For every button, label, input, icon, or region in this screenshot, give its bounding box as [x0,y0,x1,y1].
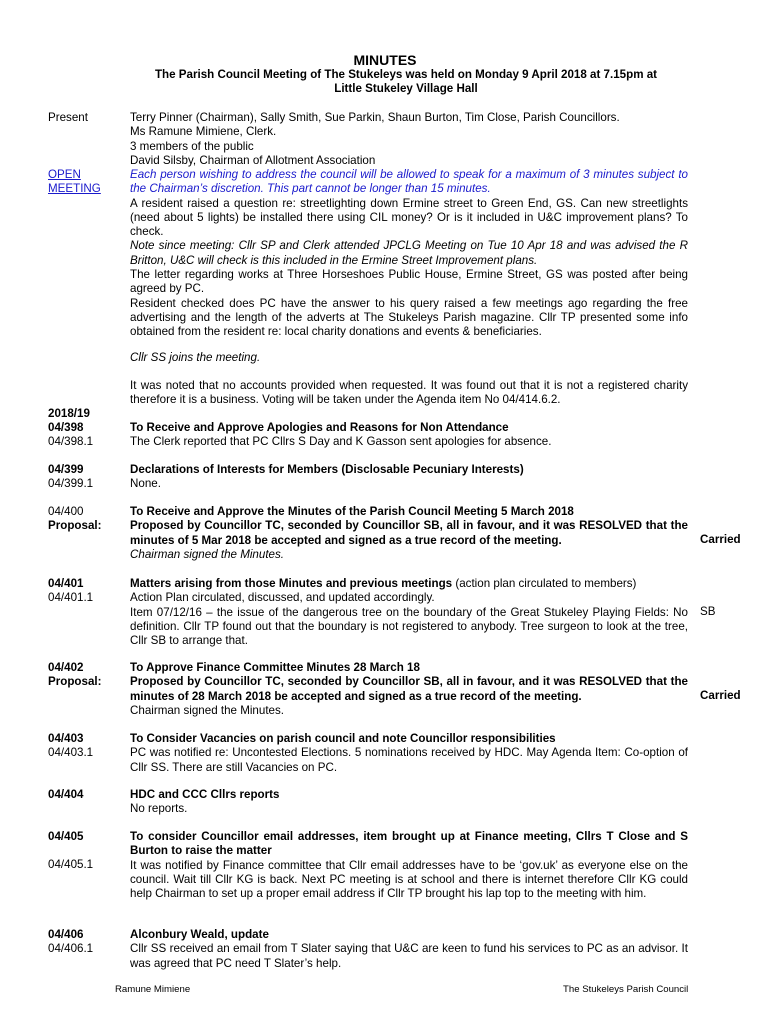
item-heading: To Approve Finance Committee Minutes 28 March 18 [130,661,420,674]
item-heading: To Receive and Approve the Minutes of the Parish Council Meeting 5 March 2018 [130,505,574,518]
item-subnumber: 04/406.1 [48,942,94,955]
item-text: Item 07/12/16 – the issue of the dangerous tree on the boundary of the Great Stukeley Playing Fields: No definition. Cllr TP found out that the boundary is not registered to anybody. Tree surgeon to look at the tree, Cllr SB to arrange that. [130,605,688,648]
proposal-text: Proposed by Councillor TC, seconded by Councillor SB, all in favour, and it was RESOLVED that the minutes of 28 March 2018 be accepted and signed as a true record of the meeting. [130,675,688,703]
item-subnumber: 04/403.1 [48,746,94,759]
item-text: The Clerk reported that PC Cllrs S Day and K Gasson sent apologies for absence. [130,435,552,448]
present-list [130,111,688,168]
item-number: 04/404 [48,788,84,801]
present-line: Ms Ramune Mimiene, Clerk. [130,125,277,139]
status-carried: Carried [700,533,741,546]
open-meeting-section [130,168,688,340]
item-subnumber: 04/399.1 [48,477,94,490]
item-block [130,830,688,901]
item-number: 04/403 [48,732,84,745]
present-line: David Silsby, Chairman of Allotment Association [130,153,376,167]
item-heading: To consider Councillor email addresses, item brought up at Finance meeting, Cllrs T Close and S Burton to raise the matter [130,830,688,858]
item-block [130,661,688,718]
item-block [130,788,688,817]
item-text: Action Plan circulated, discussed, and updated accordingly. [130,591,435,605]
present-line: 3 members of the public [130,139,254,153]
item-block [130,732,688,775]
item-block [130,577,688,648]
item-block [130,928,688,971]
item-number: 04/399 [48,463,84,476]
item-text: No reports. [130,802,188,816]
proposal-label: Proposal: [48,519,102,532]
item-note: Chairman signed the Minutes. [130,547,285,561]
document-title: MINUTES [353,52,417,68]
item-heading-line [130,577,688,591]
item-number: 04/401 [48,577,84,590]
item-number: 04/400 [48,505,84,518]
item-text: It was notified by Finance committee that Cllr email addresses have to be ‘gov.uk’ as everyone else on the council. Wait till Cllr KG is back. Next PC meeting is at school and there is internet therefore Cllr KG could help Chairman to set up a proper email address if Cllr TP brought his lap top to the meeting with him. [130,858,688,901]
item-note: Chairman signed the Minutes. [130,703,285,717]
paragraph: It was noted that no accounts provided when requested. It was found out that it is not a registered charity therefore it is a business. Voting will be taken under the Agenda item No 04/414.6.2. [130,379,688,407]
present-line: Terry Pinner (Chairman), Sally Smith, Sue Parkin, Shaun Burton, Tim Close, Parish Councillors. [130,111,620,124]
item-number: 04/402 [48,661,84,674]
item-heading: Declarations of Interests for Members (Disclosable Pecuniary Interests) [130,463,524,476]
item-heading-extra: (action plan circulated to members) [452,577,637,590]
paragraph: Cllr SS joins the meeting. [130,351,261,364]
proposal-label: Proposal: [48,675,102,688]
item-heading: To Consider Vacancies on parish council and note Councillor responsibilities [130,732,556,745]
open-meeting-label[interactable]: MEETING [48,182,101,196]
footer-author: Ramune Mimiene [115,984,191,995]
item-heading: Alconbury Weald, update [130,928,269,941]
open-meeting-notice: Each person wishing to address the council will be allowed to speak for a maximum of 3 minutes subject to the Chairman’s discretion. This part cannot be longer than 15 minutes. [130,168,688,196]
present-label: Present [48,111,88,124]
item-heading: Matters arising from those Minutes and previous meetings [130,577,453,590]
item-block [130,505,688,562]
paragraph: Note since meeting: Cllr SP and Clerk attended JPCLG Meeting on Tue 10 Apr 18 and was advised the R Britton, U&C will check is this included in the Ermine Street Improvement plans. [130,239,688,267]
paragraph: Resident checked does PC have the answer to his query raised a few meetings ago regarding the free advertising and the length of the adverts at The Stukeleys Parish magazine. Cllr TP presented some info obtained from the resident re: local charity donations and events & beneficiaries. [130,296,688,339]
meeting-venue: Little Stukeley Village Hall [334,82,478,95]
proposal-text: Proposed by Councillor TC, seconded by Councillor SB, all in favour, and it was RESOLVED that the minutes of 5 Mar 2018 be accepted and signed as a true record of the meeting. [130,519,688,547]
year-label: 2018/19 [48,407,90,420]
item-number: 04/406 [48,928,84,941]
item-heading: To Receive and Approve Apologies and Reasons for Non Attendance [130,421,509,434]
open-meeting-label[interactable]: OPEN [48,168,81,181]
paragraph: The letter regarding works at Three Horseshoes Public House, Ermine Street, GS was posted after being agreed by PC. [130,268,688,296]
meeting-subtitle: The Parish Council Meeting of The Stukeleys was held on Monday 9 April 2018 at 7.15pm at [154,68,658,81]
open-meeting-link[interactable] [48,168,128,197]
item-text: Cllr SS received an email from T Slater saying that U&C are keen to fund his services to PC as an advisor. It was agreed that PC need T Slater’s help. [130,942,688,970]
item-heading: HDC and CCC Cllrs reports [130,788,280,801]
item-subnumber: 04/398.1 [48,435,94,448]
paragraph: A resident raised a question re: streetlighting down Ermine street to Green End, GS. Can new streetlights (need about 5 lights) be installed there using CIL money? Or is it included in U&C improvement plans? To check. [130,196,688,239]
item-subnumber: 04/405.1 [48,858,94,871]
item-number: 04/405 [48,830,84,843]
item-text: None. [130,477,161,490]
item-number: 04/398 [48,421,84,434]
item-subnumber: 04/401.1 [48,591,94,604]
item-text: PC was notified re: Uncontested Elections. 5 nominations received by HDC. May Agenda Item: Co-option of Cllr SS. There are still Vacancies on PC. [130,746,688,774]
action-owner: SB [700,605,716,618]
status-carried: Carried [700,689,741,702]
footer-organisation: The Stukeleys Parish Council [563,984,689,995]
